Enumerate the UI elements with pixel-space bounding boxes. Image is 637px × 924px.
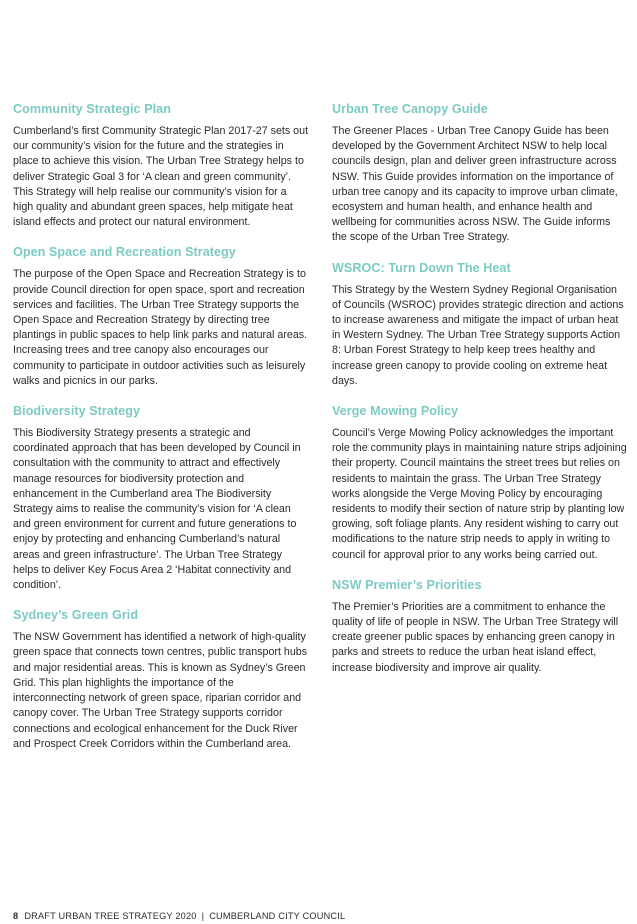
section-body: This Biodiversity Strategy presents a strategic and coordinated approach that has been developed by Council in consultation with the community to attract and effectively manage resources for biodiversity protection and enhancement in the Cumberland area The Biodiversity Strategy aims to realise the community’s vision for ‘A clean and green environment for current and future generations to enjoy by protecting and enhancing Cumberland’s natural areas and green infrastructure’. The Urban Tree Strategy helps to deliver Key Focus Area 2 ‘Habitat connectivity and condition’. [13, 427, 301, 592]
section-wsroc-turn-down-the-heat [332, 260, 628, 389]
section-body: The purpose of the Open Space and Recreation Strategy is to provide Council direction for open space, sport and recreation services and facilities. The Urban Tree Strategy supports the Open Space and Recreation Strategy by directing tree plantings in public spaces to help link parks and natural areas. Increasing trees and tree canopy also encourages our community to participate in outdoor activities such as leisurely walks and picnics in our parks. [13, 268, 308, 387]
section-urban-tree-canopy-guide [332, 101, 628, 246]
page-footer [13, 910, 345, 922]
section-heading: Verge Mowing Policy [332, 404, 459, 419]
section-body: The Greener Places - Urban Tree Canopy Guide has been developed by the Government Architect NSW to help local councils design, plan and deliver green infrastructure across NSW. This Guide provides information on the importance of urban tree canopy and its capacity to improve urban climate, ecosystem and human health, and enhance health and wellbeing for communities across NSW. The Guide informs the scope of the Urban Tree Strategy. [332, 125, 618, 244]
section-body: The Premier’s Priorities are a commitment to enhance the quality of life of people in NSW. The Urban Tree Strategy will create greener public spaces by enhancing green canopy in parks and streets to reduce the urban heat island effect, increase biodiversity and improve air quality. [332, 600, 619, 674]
footer-document-title: DRAFT URBAN TREE STRATEGY 2020 [24, 911, 197, 921]
section-body: Council’s Verge Mowing Policy acknowledges the important role the community plays in maintaining nature strips adjoining their property. Council maintains the street trees but relies on residents to maintain the grass. The Urban Tree Strategy works alongside the Verge Moving Policy by encouraging residents to modify their section of nature strip by planting low growing, soft foliage plants. Any resident wishing to carry out modifications to the nature strip needs to apply in writing to council for approval prior to any works being carried out. [332, 427, 627, 561]
section-heading: Open Space and Recreation Strategy [13, 245, 236, 260]
section-community-strategic-plan [13, 101, 309, 230]
section-heading: Biodiversity Strategy [13, 404, 141, 419]
section-open-space-recreation-strategy [13, 244, 309, 389]
page-number: 8 [13, 911, 19, 921]
left-column [13, 101, 309, 766]
section-heading: WSROC: Turn Down The Heat [332, 260, 511, 275]
section-nsw-premiers-priorities [332, 577, 628, 676]
section-heading: Urban Tree Canopy Guide [332, 102, 488, 116]
section-heading: Community Strategic Plan [13, 102, 171, 116]
section-sydneys-green-grid [13, 607, 309, 752]
section-verge-mowing-policy [332, 403, 628, 563]
footer-separator: | [201, 911, 205, 921]
section-biodiversity-strategy [13, 403, 309, 593]
section-heading: NSW Premier’s Priorities [332, 577, 482, 592]
footer-organisation: CUMBERLAND CITY COUNCIL [209, 911, 346, 921]
section-body: Cumberland’s first Community Strategic Plan 2017-27 sets out our community’s vision for the future and the strategies in place to achieve this vision. The Urban Tree Strategy helps to deliver Strategic Goal 3 for ‘A clean and green community’. This Strategy will help realise our community’s vision for a high quality and abundant green spaces, help mitigate heat island effects and protect our natural environment. [13, 125, 309, 229]
right-column [332, 101, 628, 690]
section-body: The NSW Government has identified a network of high-quality green space that connects town centres, public transport hubs and major residential areas. This is known as Sydney’s Green Grid. This plan highlights the importance of the interconnecting network of green space, riparian corridor and canopy cover. The Urban Tree Strategy supports corridor connections and ecological enhancement for the Duck River and Prospect Creek Corridors within the Cumberland area. [13, 631, 308, 750]
section-heading: Sydney’s Green Grid [13, 608, 139, 623]
section-body: This Strategy by the Western Sydney Regional Organisation of Councils (WSROC) provides strategic direction and actions to increase awareness and mitigate the impact of urban heat in Western Sydney. The Urban Tree Strategy supports Action 8: Urban Forest Strategy to help keep trees healthy and increase green canopy to provide cooling on extreme heat days. [332, 283, 624, 387]
